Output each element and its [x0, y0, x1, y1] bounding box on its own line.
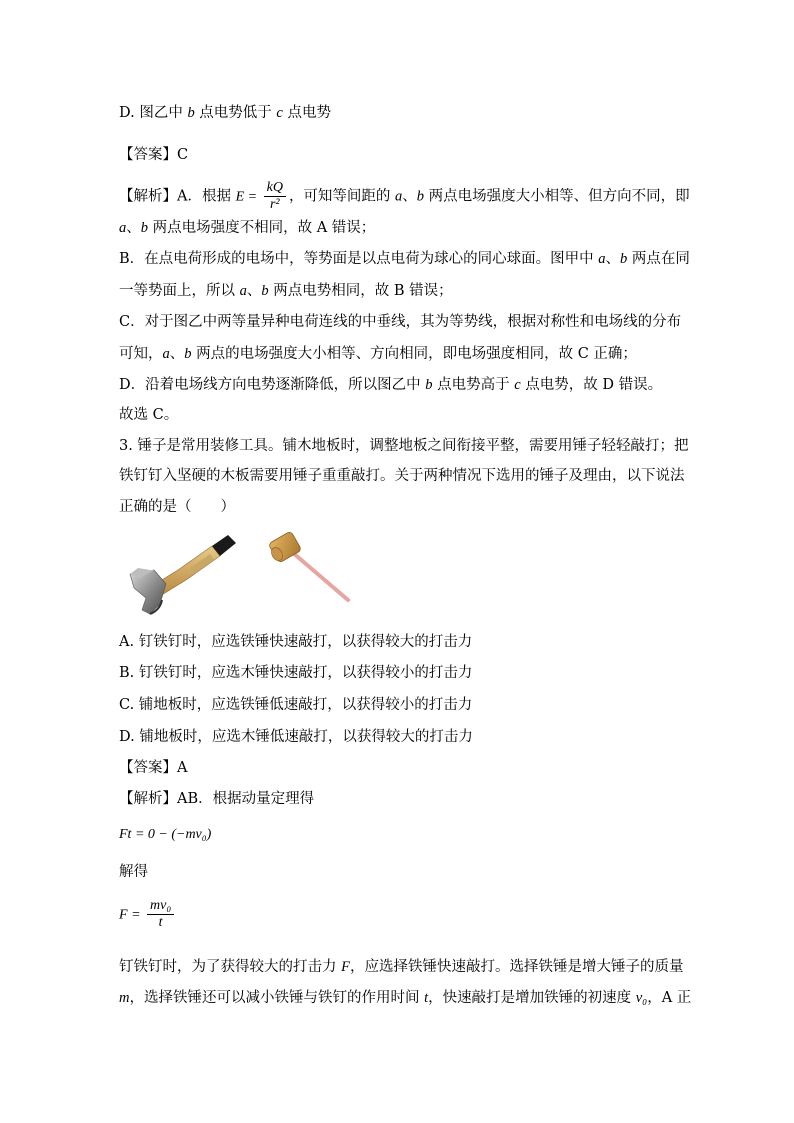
analysis-a-line-1: 【解析】A．根据 E = $\frac{kQ}{\text{r²}}$ ，可知等间距的 a、b 两点电场强度大小相等、但方向不同，即 — [119, 180, 690, 212]
analysis-c-line-2: 可知，a、b 两点的电场强度大小相等、方向相同，即电场强度相同，故 C 正确； — [119, 346, 637, 362]
conclusion-line-2: m，选择铁锤还可以减小铁锤与铁钉的作用时间 t，快速敲打是增加铁锤的初速度 v₀，A 正 — [119, 990, 692, 1006]
option-d-line: D. 图乙中 b 点电势低于 c 点电势 — [119, 105, 331, 121]
question-3-line-1: 3. 锤子是常用装修工具。铺木地板时，调整地板之间衔接平整，需要用锤子轻轻敲打；把 — [119, 438, 689, 454]
answer-1: 【答案】C — [119, 147, 189, 163]
equation-force: F = $\frac{\text{mv₀}}{t}$ — [119, 898, 177, 931]
question-3-line-2: 铁钉钉入坚硬的木板需要用锤子重重敲打。关于两种情况下选用的锤子及理由，以下说法 — [119, 468, 685, 484]
analysis-b-line-1: B．在点电荷形成的电场中，等势面是以点电荷为球心的同心球面。图甲中 a、b 两点在同 — [119, 251, 690, 267]
answer-2: 【答案】A — [119, 760, 188, 776]
analysis-ab-line: 【解析】AB．根据动量定理得 — [119, 791, 315, 807]
iron-hammer-image — [120, 530, 245, 620]
option-b: B. 钉铁钉时，应选木锤快速敲打，以获得较小的打击力 — [119, 665, 473, 681]
option-c: C. 铺地板时，应选铁锤低速敲打，以获得较小的打击力 — [119, 697, 473, 713]
option-a: A. 钉铁钉时，应选铁锤快速敲打，以获得较大的打击力 — [119, 634, 473, 650]
question-3-line-3: 正确的是（ ） — [119, 499, 235, 515]
formula-kq-over-r2: $\frac{kQ}{\text{r²}}$ — [264, 180, 286, 213]
option-d: D. 铺地板时，应选木锤低速敲打，以获得较大的打击力 — [119, 729, 473, 745]
conclusion-line-1: 钉铁钉时，为了获得较大的打击力 F，应选择铁锤快速敲打。选择铁锤是增大锤子的质量 — [119, 959, 684, 975]
solve-label: 解得 — [119, 864, 148, 880]
fraction-mv0-over-t: $\frac{\text{mv₀}}{t}$ — [147, 898, 174, 931]
analysis-d-line: D．沿着电场线方向电势逐渐降低，所以图乙中 b 点电势高于 c 点电势，故 D 错误。 — [119, 377, 663, 393]
choose-line: 故选 C。 — [119, 407, 179, 423]
analysis-a-line-2: a、b 两点电场强度不相同，故 A 错误； — [119, 220, 376, 236]
analysis-c-line-1: C．对于图乙中两等量异种电荷连线的中垂线，其为等势线，根据对称性和电场线的分布 — [119, 314, 682, 330]
equation-momentum: Ft = 0 − (−mv₀) — [119, 827, 212, 842]
analysis-b-line-2: 一等势面上，所以 a、b 两点电势相同，故 B 错误； — [119, 283, 453, 299]
wooden-mallet-image — [268, 530, 358, 610]
